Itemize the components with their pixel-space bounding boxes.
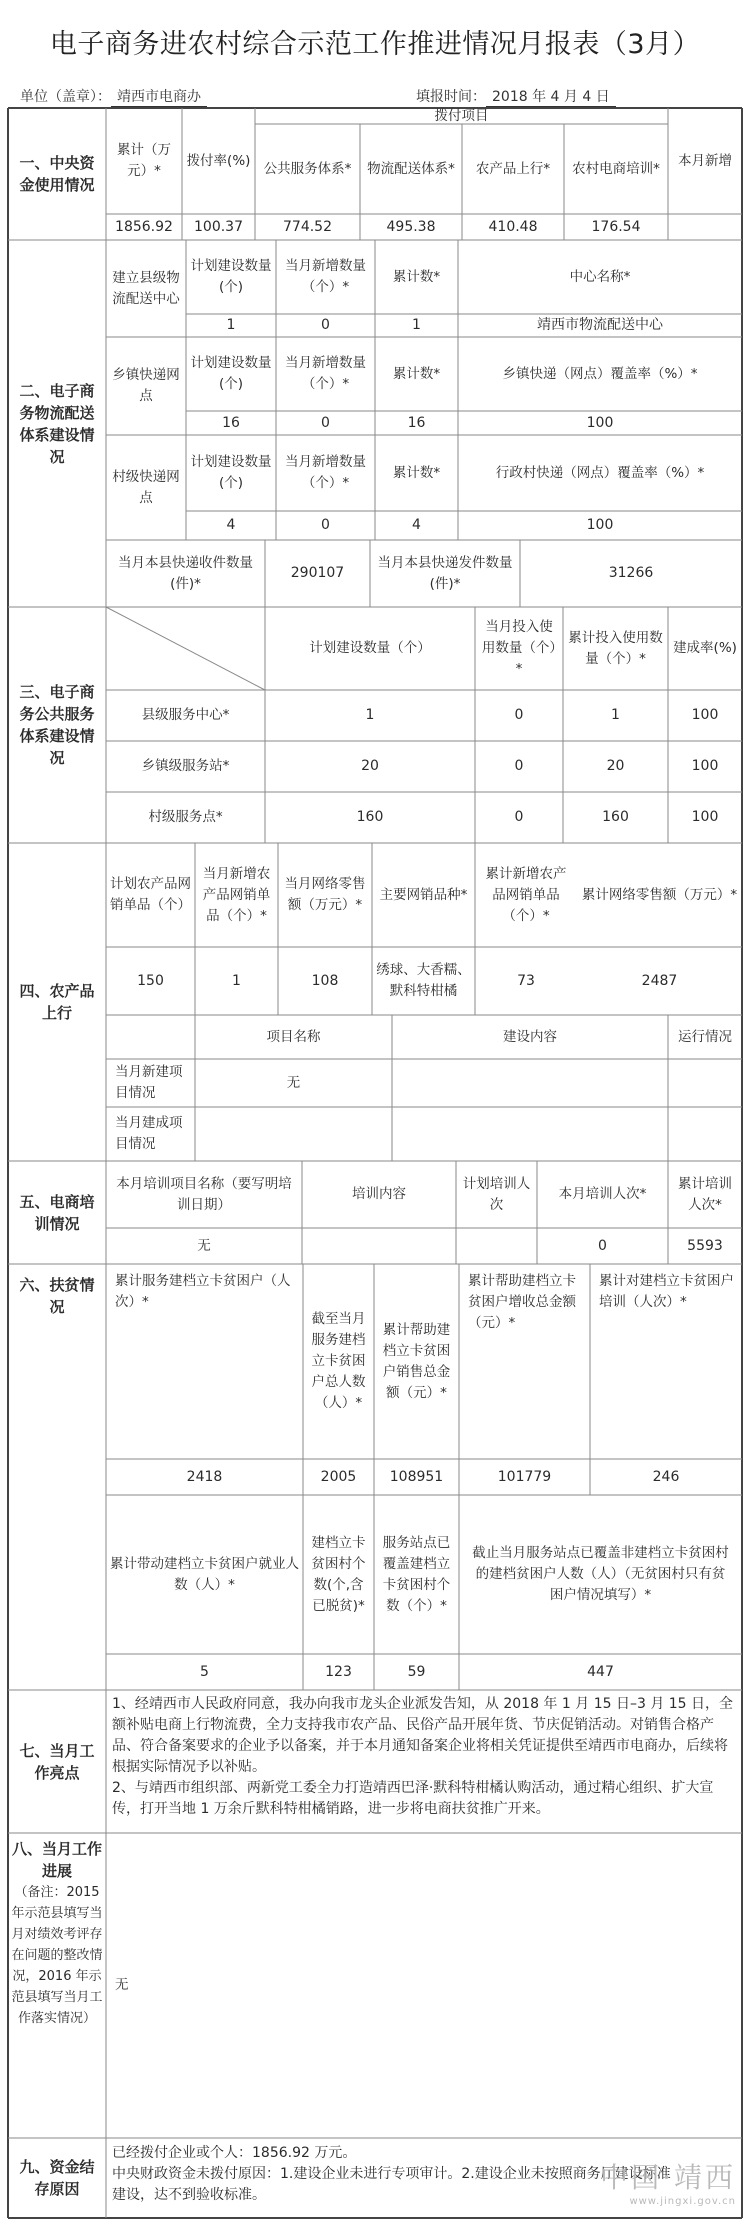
s4-h-company-anchor	[200, 1016, 206, 1018]
s4-title: 四、农产品上行	[19, 982, 95, 1022]
s1-v-products: 410.48	[488, 218, 538, 235]
s4-v-plan: 150	[137, 972, 164, 989]
s9-title: 九、资金结存原因	[19, 2158, 95, 2198]
s4-h-pname: 项目名称	[266, 1028, 321, 1045]
s3-title: 三、电子商务公共服务体系建设情况	[19, 683, 95, 767]
s2-town-cov: 100	[586, 414, 614, 431]
s3-row-town-plan: 20	[361, 758, 379, 774]
s2-town-label: 乡镇快递网点	[112, 367, 180, 404]
s3-row-village-plan: 160	[356, 809, 384, 825]
s5-h-month: 本月培训人次*	[558, 1186, 647, 1202]
watermark-url: www.jingxi.gov.cn	[629, 2196, 736, 2207]
s1-title: 一、中央资金使用情况	[19, 154, 95, 194]
s3-row-village-cum: 160	[602, 809, 629, 825]
s4-v-month-new: 1	[232, 972, 241, 989]
s4-new-value: 无	[286, 1074, 301, 1091]
s4-done-label: 当月建成项目情况	[115, 1115, 183, 1152]
s4-v-month-sales: 108	[311, 972, 339, 989]
s6-v7: 123	[325, 1663, 352, 1680]
page-title: 电子商务进农村综合示范工作推进情况月报表（3月）	[49, 29, 701, 60]
s2-town-cov-h: 乡镇快递（网点）覆盖率（%）*	[502, 365, 698, 382]
unit-label: 单位（盖章）：	[20, 89, 111, 105]
s2-village-cov: 100	[586, 517, 614, 533]
s1-v-training: 176.54	[591, 218, 641, 235]
s8-title: 八、当月工作进展	[11, 1840, 102, 1880]
s1-v-logistics: 495.38	[386, 218, 436, 235]
s2-village-h-month: 当月新增数量（个）*	[285, 454, 366, 491]
s8-title-block	[10, 1838, 104, 2029]
s6-h6: 累计带动建档立卡贫困户就业人数（人）*	[110, 1555, 299, 1593]
date-value: 2018 年 4 月 4 日	[486, 86, 616, 107]
s5-h-content: 培训内容	[352, 1186, 406, 1202]
s5-h-name: 本月培训项目名称（要写明培训日期）	[116, 1175, 292, 1213]
s6-h4: 累计帮助建档立卡贫困户增收总金额（元）*	[468, 1273, 576, 1331]
s6-title: 六、扶贫情况	[19, 1276, 95, 1316]
s6-v2: 2005	[320, 1468, 357, 1485]
s1-v-rate: 100.37	[194, 218, 243, 235]
s6-h2: 截至当月服务建档立卡贫困户总人数（人）*	[311, 1311, 366, 1411]
s4-h-content: 建设内容	[503, 1028, 557, 1045]
s1-h-total: 累计（万元）*	[117, 142, 171, 179]
s5-v-name: 无	[197, 1237, 211, 1254]
s2-town-h-month: 当月新增数量（个）*	[285, 355, 366, 392]
s1-v-total: 1856.92	[115, 218, 173, 235]
s3-row-village-name: 村级服务点*	[148, 809, 223, 825]
s1-v-new	[669, 215, 741, 239]
s2-town-plan: 16	[222, 414, 240, 431]
s4-new-label: 当月新建项目情况	[115, 1064, 183, 1101]
s2-send-label: 当月本县快递发件数量(件)*	[377, 554, 513, 592]
s4-h-plan: 计划农产品网销单品（个）	[110, 876, 191, 913]
s4-h-status: 运行情况	[678, 1028, 732, 1045]
s1-h-rate: 拨付率(%)	[186, 152, 251, 169]
s3-h-cum: 累计投入使用数量（个）*	[568, 629, 663, 667]
s2-town-h-plan: 计划建设数量(个)	[190, 355, 272, 392]
s3-row-town-rate: 100	[691, 758, 719, 774]
date-label: 填报时间：	[416, 89, 486, 105]
s4-h-cum-sales: 累计网络零售额（万元）*	[581, 886, 738, 903]
s9-text: 已经拨付企业或个人：1856.92 万元。 中央财政资金未拨付原因：1.建设企业未进行专项审计。2.建设企业未按照商务厅建设标准建设，达不到验收标准。	[112, 2145, 671, 2203]
s3-row-county-plan: 1	[365, 707, 375, 723]
unit-value: 靖西市电商办	[111, 86, 207, 107]
s5-v-month: 0	[598, 1237, 607, 1254]
s2-county-month: 0	[321, 317, 330, 333]
s5-title: 五、电商培训情况	[19, 1192, 95, 1233]
s6-h5: 累计对建档立卡贫困户培训（人次）*	[599, 1273, 734, 1310]
s6-v6: 5	[200, 1663, 209, 1680]
s5-h-plan: 计划培训人次	[462, 1175, 531, 1213]
s2-recv-label: 当月本县快递收件数量(件)*	[118, 554, 253, 592]
s4-v-cum-sales: 2487	[641, 972, 678, 989]
s2-send-value: 31266	[608, 565, 654, 581]
s3-row-county-rate: 100	[691, 707, 719, 723]
s1-v-public: 774.52	[283, 218, 332, 235]
s2-recv-value: 290107	[290, 565, 345, 581]
s1-h-items: 拨付项目	[434, 108, 489, 124]
s2-village-h-cum: 累计数*	[392, 464, 441, 481]
s3-row-town-month: 0	[514, 758, 524, 774]
s2-center-name: 靖西市物流配送中心	[537, 317, 663, 333]
watermark-main: 中国·靖西	[600, 2161, 736, 2194]
s2-county-h-month: 当月新增数量（个）*	[285, 258, 366, 295]
s8-text: 无	[115, 1977, 129, 1993]
s6-h1: 累计服务建档立卡贫困户（人次）*	[115, 1273, 291, 1310]
s3-row-village-rate: 100	[691, 809, 719, 825]
s3-h-rate: 建成率(%)	[673, 640, 737, 656]
s1-h-training: 农村电商培训*	[572, 160, 660, 177]
s2-village-h-plan: 计划建设数量(个)	[190, 454, 272, 491]
s3-row-village-month: 0	[514, 809, 524, 825]
s3-row-town-cum: 20	[606, 758, 625, 774]
s8-note: （备注：2015 年示范县填写当月对绩效考评存在问题的整改情况，2016 年示范县填写当月工作落实情况）	[11, 1885, 103, 2026]
s2-village-cov-h: 行政村快递（网点）覆盖率（%）*	[495, 464, 705, 481]
s6-h9: 截止当月服务站点已覆盖非建档立卡贫困村的建档贫困户人数（人）（无贫困村只有贫困户情况填写）*	[472, 1545, 729, 1603]
s2-title: 二、电子商务物流配送体系建设情况	[19, 381, 95, 466]
s2-county-h-plan: 计划建设数量(个)	[190, 258, 272, 295]
s3-row-county-month: 0	[514, 707, 524, 723]
s2-center-name-h: 中心名称*	[569, 268, 631, 285]
s4-h-main: 主要网销品种*	[379, 886, 468, 903]
date-line	[416, 86, 616, 107]
s3-h-month: 当月投入使用数量（个）*	[481, 619, 557, 677]
s3-h-plan: 计划建设数量（个）	[309, 640, 431, 656]
s1-h-products: 农产品上行*	[475, 160, 551, 177]
s2-county-h-cum: 累计数*	[392, 268, 441, 285]
watermark	[600, 2156, 736, 2207]
s6-v9: 447	[587, 1663, 614, 1680]
s2-village-plan: 4	[226, 517, 236, 533]
s4-v-cum-new: 73	[517, 972, 535, 989]
s7-text: 1、经靖西市人民政府同意，我办向我市龙头企业派发告知，从 2018 年 1 月 15 日–3 月 15 日，全额补贴电商上行物流费，全力支持我市农产品、民俗产品开展年货、节庆促销活动。对销售合格产品、符合备案要求的企业予以备案，并于本月通知备案企业将相关凭证提供至靖西市电商办，后续将根据实际情况予以补贴。 2、与靖西市组织部、两新党工委全力打造靖西巴泽·默科特柑橘认购活动，通过精心组织、扩大宣传，打开当地 1 万余斤默科特柑橘销路，进一步将电商扶贫推广开来。	[112, 1696, 734, 1817]
s4-h-cum-new: 累计新增农产品网销单品（个）*	[485, 865, 567, 924]
s6-v5: 246	[652, 1468, 680, 1485]
s2-town-month: 0	[321, 414, 330, 431]
s2-town-cum: 16	[407, 414, 426, 431]
s2-village-label: 村级快递网点	[112, 468, 180, 506]
s7-title: 七、当月工作亮点	[19, 1741, 95, 1782]
s4-h-month-new: 当月新增农产品网销单品（个）*	[202, 865, 271, 924]
s4-v-main: 绣球、大香糯、默科特柑橘	[376, 962, 471, 999]
s1-h-new: 本月新增	[678, 152, 732, 169]
s3-row-county-cum: 1	[611, 707, 620, 723]
s1-h-logistics: 物流配送体系*	[367, 160, 455, 177]
s6-v8: 59	[407, 1663, 426, 1680]
s2-village-month: 0	[321, 517, 330, 533]
s2-village-cum: 4	[412, 517, 421, 533]
s1-h-public: 公共服务体系*	[263, 160, 352, 177]
s6-h7: 建档立卡贫困村个数(个,含已脱贫)*	[311, 1534, 366, 1614]
s2-county-label: 建立县级物流配送中心	[112, 269, 180, 307]
s2-county-cum: 1	[412, 317, 421, 333]
s4-h-month-sales: 当月网络零售额（万元）*	[284, 876, 366, 913]
s6-v3: 108951	[389, 1468, 444, 1485]
s2-county-plan: 1	[226, 317, 236, 333]
unit-line	[20, 86, 207, 107]
s3-row-town-name: 乡镇级服务站*	[141, 758, 230, 774]
s6-h3: 累计帮助建档立卡贫困户销售总金额（元）*	[382, 1321, 451, 1401]
s5-v-cum: 5593	[687, 1237, 723, 1254]
s6-v1: 2418	[186, 1468, 223, 1485]
s6-v4: 101779	[497, 1468, 552, 1485]
s6-h8: 服务站点已覆盖建档立卡贫困村个数（个）*	[382, 1534, 451, 1614]
s3-row-county-name: 县级服务中心*	[141, 707, 230, 723]
s5-h-cum: 累计培训人次*	[678, 1175, 732, 1213]
s2-town-h-cum: 累计数*	[392, 365, 441, 382]
